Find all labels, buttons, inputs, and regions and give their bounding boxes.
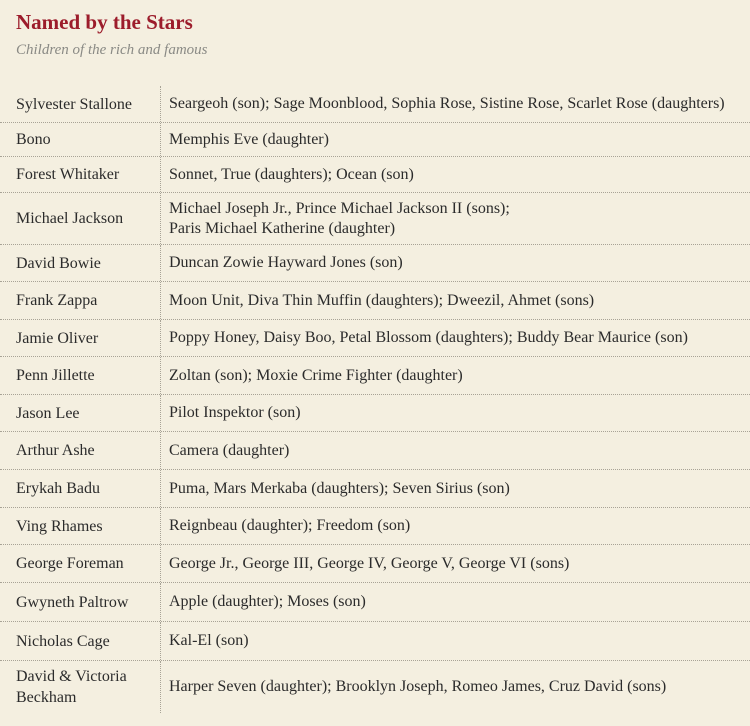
parent-name: Jamie Oliver bbox=[0, 320, 161, 356]
table-row bbox=[0, 395, 750, 432]
table-row bbox=[0, 282, 750, 320]
parent-name: Nicholas Cage bbox=[0, 622, 161, 660]
children-names: Puma, Mars Merkaba (daughters); Seven Sirius (son) bbox=[169, 479, 510, 497]
parent-name: Erykah Badu bbox=[0, 470, 161, 507]
page-subtitle: Children of the rich and famous bbox=[16, 42, 208, 58]
parent-name: Frank Zappa bbox=[0, 282, 161, 319]
table-row bbox=[0, 320, 750, 357]
table-row bbox=[0, 86, 750, 123]
table-row bbox=[0, 508, 750, 545]
parent-name: Ving Rhames bbox=[0, 508, 161, 544]
children-names: Pilot Inspektor (son) bbox=[169, 404, 301, 421]
children-names: Kal-El (son) bbox=[169, 632, 249, 649]
children-names: Seargeoh (son); Sage Moonblood, Sophia Rose, Sistine Rose, Scarlet Rose (daughters) bbox=[169, 95, 725, 112]
children-names: Camera (daughter) bbox=[169, 441, 290, 459]
children-names: Zoltan (son); Moxie Crime Fighter (daughter) bbox=[169, 366, 463, 384]
table-row bbox=[0, 357, 750, 395]
parent-name: Bono bbox=[0, 123, 161, 156]
table-row bbox=[0, 157, 750, 193]
parent-name: Jason Lee bbox=[0, 395, 161, 431]
table-row bbox=[0, 193, 750, 245]
children-names: George Jr., George III, George IV, George V, George VI (sons) bbox=[169, 554, 570, 572]
parent-name: Forest Whitaker bbox=[0, 157, 161, 192]
table-row bbox=[0, 661, 750, 713]
table-row bbox=[0, 545, 750, 583]
page-title: Named by the Stars bbox=[16, 10, 193, 34]
children-names: Sonnet, True (daughters); Ocean (son) bbox=[169, 165, 414, 183]
children-names: Moon Unit, Diva Thin Muffin (daughters); Dweezil, Ahmet (sons) bbox=[169, 291, 595, 309]
children-names-line-1: Michael Joseph Jr., Prince Michael Jackson II (sons); bbox=[169, 199, 510, 217]
table-row bbox=[0, 622, 750, 661]
table-row bbox=[0, 245, 750, 282]
parent-name: George Foreman bbox=[0, 545, 161, 582]
parent-name: David & Victoria Beckham bbox=[0, 661, 161, 713]
table-row bbox=[0, 432, 750, 470]
children-names: Poppy Honey, Daisy Boo, Petal Blossom (daughters); Buddy Bear Maurice (son) bbox=[169, 329, 688, 346]
children-names: Duncan Zowie Hayward Jones (son) bbox=[169, 254, 403, 271]
parent-name: Penn Jillette bbox=[0, 357, 161, 394]
names-table bbox=[0, 86, 750, 713]
children-names: Harper Seven (daughter); Brooklyn Joseph, Romeo James, Cruz David (sons) bbox=[169, 678, 667, 695]
children-names-line-2: Paris Michael Katherine (daughter) bbox=[169, 219, 396, 237]
parent-name: Sylvester Stallone bbox=[0, 86, 161, 122]
table-row bbox=[0, 583, 750, 622]
parent-name: Arthur Ashe bbox=[0, 432, 161, 469]
children-names: Memphis Eve (daughter) bbox=[169, 130, 329, 148]
children-names: Reignbeau (daughter); Freedom (son) bbox=[169, 517, 411, 534]
children-names bbox=[161, 199, 750, 239]
parent-name: David Bowie bbox=[0, 245, 161, 281]
table-row bbox=[0, 123, 750, 157]
table-row bbox=[0, 470, 750, 508]
parent-name: Gwyneth Paltrow bbox=[0, 583, 161, 621]
parent-name: Michael Jackson bbox=[0, 193, 161, 244]
children-names: Apple (daughter); Moses (son) bbox=[169, 593, 366, 610]
